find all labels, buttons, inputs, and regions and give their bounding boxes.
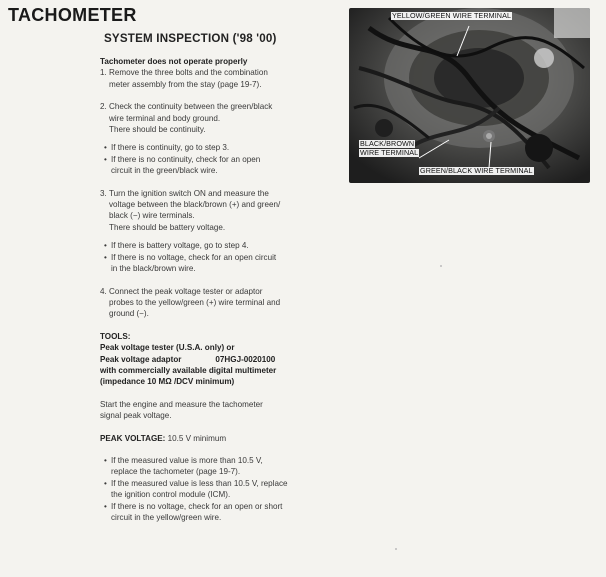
wiring-photo bbox=[349, 8, 590, 183]
step-line: voltage between the black/brown (+) and green/ bbox=[109, 200, 281, 210]
step-line: Check the continuity between the green/black bbox=[109, 102, 273, 112]
step-line: Remove the three bolts and the combination bbox=[109, 68, 268, 78]
bullet-dot: • bbox=[104, 154, 107, 164]
callout-green-black: GREEN/BLACK WIRE TERMINAL bbox=[420, 166, 533, 175]
step-line: There should be continuity. bbox=[109, 125, 206, 135]
bullet-line: If there is battery voltage, go to step 4. bbox=[111, 241, 249, 251]
step-3 bbox=[100, 188, 345, 234]
peak-voltage-value: 10.5 V minimum bbox=[167, 433, 227, 443]
bullet-line: If there is no voltage, check for an open or short bbox=[111, 501, 283, 511]
step-line: probes to the yellow/green (+) wire terminal and bbox=[109, 297, 281, 307]
step-line: Connect the peak voltage tester or adaptor bbox=[109, 286, 263, 296]
bullet-item bbox=[100, 501, 345, 524]
callout-yellow-green: YELLOW/GREEN WIRE TERMINAL bbox=[392, 11, 512, 20]
bullet-item bbox=[100, 455, 345, 478]
bullet-item bbox=[100, 252, 345, 275]
bullet-line: in the black/brown wire. bbox=[111, 264, 196, 274]
tools-part-number: 07HGJ-0020100 bbox=[215, 354, 276, 364]
bullet-item bbox=[100, 478, 345, 501]
step-line: ground (−). bbox=[109, 309, 149, 319]
step-number: 3. bbox=[100, 188, 107, 198]
step-line: Turn the ignition switch ON and measure the bbox=[109, 188, 269, 198]
tools-line: Peak voltage tester (U.S.A. only) or bbox=[100, 343, 235, 353]
peak-voltage bbox=[100, 433, 345, 444]
bullet-line: circuit in the yellow/green wire. bbox=[111, 513, 222, 522]
step-number: 2. bbox=[100, 102, 107, 112]
inspection-text-column bbox=[100, 56, 345, 523]
bullet-dot: • bbox=[104, 241, 107, 251]
bullet-line: If the measured value is more than 10.5 V, bbox=[111, 455, 263, 465]
step-1 bbox=[100, 67, 345, 90]
step-line: black (−) wire terminals. bbox=[109, 211, 195, 221]
start-text: signal peak voltage. bbox=[100, 411, 172, 421]
peak-voltage-label: PEAK VOLTAGE: bbox=[100, 433, 166, 443]
step-2 bbox=[100, 101, 345, 135]
step-number: 4. bbox=[100, 286, 107, 296]
bullet-line: If there is no voltage, check for an open circuit bbox=[111, 252, 277, 262]
callout-black-brown-1: BLACK/BROWN bbox=[360, 139, 415, 148]
scan-speck bbox=[440, 265, 442, 267]
page-title: TACHOMETER bbox=[8, 5, 137, 25]
bullet-line: If there is continuity, go to step 3. bbox=[111, 143, 230, 153]
bullet-line: If there is no continuity, check for an open bbox=[111, 154, 261, 164]
step-line: wire terminal and body ground. bbox=[109, 113, 221, 123]
tools-heading: TOOLS: bbox=[100, 331, 131, 341]
bullet-dot: • bbox=[104, 143, 107, 153]
tools-name: Peak voltage adaptor bbox=[100, 354, 182, 364]
bullet-item bbox=[100, 154, 345, 177]
bullet-item bbox=[100, 142, 345, 153]
callout-black-brown-2: WIRE TERMINAL bbox=[360, 148, 419, 157]
bullet-line: replace the tachometer (page 19-7). bbox=[111, 467, 241, 477]
bullet-line: If the measured value is less than 10.5 V, replace bbox=[111, 478, 288, 488]
bullet-dot: • bbox=[104, 252, 107, 262]
step-4 bbox=[100, 286, 345, 320]
tools-block bbox=[100, 331, 345, 388]
tools-line: with commercially available digital multimeter bbox=[100, 365, 277, 375]
bullet-line: the ignition control module (ICM). bbox=[111, 490, 231, 500]
scan-speck bbox=[395, 548, 397, 550]
step-line: meter assembly from the stay (page 19-7). bbox=[109, 79, 262, 89]
step-line: There should be battery voltage. bbox=[109, 222, 226, 232]
bullet-dot: • bbox=[104, 501, 107, 511]
section-title: SYSTEM INSPECTION ('98 '00) bbox=[104, 32, 277, 45]
start-text: Start the engine and measure the tachometer bbox=[100, 399, 263, 409]
tools-line: (impedance 10 MΩ /DCV minimum) bbox=[100, 377, 235, 387]
step-number: 1. bbox=[100, 68, 107, 78]
bullet-line: circuit in the green/black wire. bbox=[111, 166, 218, 176]
bullet-dot: • bbox=[104, 478, 107, 488]
bullet-dot: • bbox=[104, 455, 107, 465]
bullet-item bbox=[100, 240, 345, 251]
symptom-heading: Tachometer does not operate properly bbox=[100, 57, 248, 66]
